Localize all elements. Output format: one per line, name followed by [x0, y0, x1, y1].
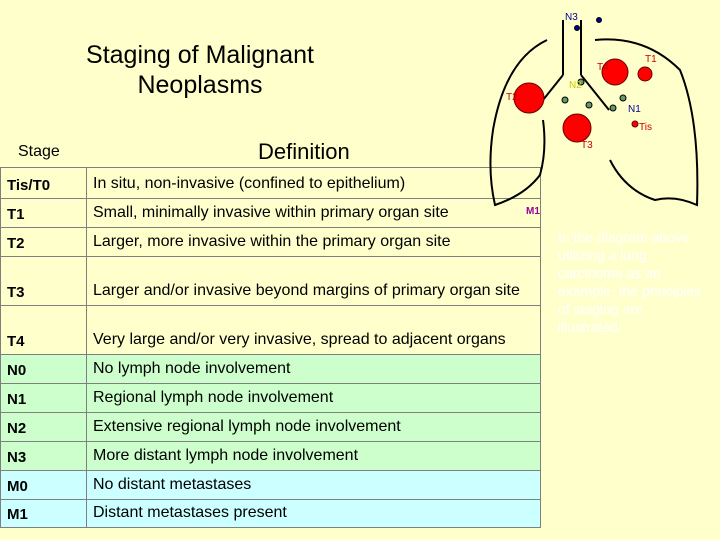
- definition-cell: Very large and/or very invasive, spread to adjacent organs: [87, 306, 541, 355]
- table-row: [1, 199, 541, 228]
- table-row: [1, 413, 541, 442]
- table-row: [1, 228, 541, 257]
- table-row: [1, 355, 541, 384]
- definition-cell: Larger, more invasive within the primary organ site: [87, 228, 541, 257]
- definition-cell: No lymph node involvement: [87, 355, 541, 384]
- stage-column-header: Stage: [18, 143, 60, 160]
- label-n2: N2: [569, 80, 582, 91]
- definition-column-header: Definition: [258, 139, 350, 164]
- table-row: [1, 168, 541, 199]
- stage-cell: N2: [1, 413, 87, 442]
- definition-cell: Small, minimally invasive within primary organ site: [87, 199, 541, 228]
- stage-cell: M0: [1, 471, 87, 500]
- stage-cell: T1: [1, 199, 87, 228]
- stage-cell: T4: [1, 306, 87, 355]
- label-tis: Tis: [639, 122, 652, 133]
- tumors: [514, 59, 652, 142]
- stage-cell: T2: [1, 228, 87, 257]
- definition-cell: In situ, non-invasive (confined to epithelium): [87, 168, 541, 199]
- table-row: [1, 442, 541, 471]
- label-t4: T4: [597, 62, 609, 73]
- tumor-t2: [514, 83, 544, 113]
- stage-cell: M1: [1, 500, 87, 528]
- tumor-t1: [638, 67, 652, 81]
- table-row: [1, 384, 541, 413]
- table-row: [1, 500, 541, 528]
- staging-table: [0, 167, 541, 528]
- table-row: [1, 306, 541, 355]
- definition-cell: More distant lymph node involvement: [87, 442, 541, 471]
- slide-title: [30, 40, 370, 100]
- definition-cell: Regional lymph node involvement: [87, 384, 541, 413]
- definition-cell: Larger and/or invasive beyond margins of primary organ site: [87, 257, 541, 306]
- label-n1: N1: [628, 104, 641, 115]
- table-row: [1, 257, 541, 306]
- title-line-1: Staging of Malignant: [86, 41, 314, 69]
- label-n3: N3: [565, 12, 578, 23]
- tumor-tis: [632, 121, 638, 127]
- definition-cell: Extensive regional lymph node involvement: [87, 413, 541, 442]
- label-m1: M1: [526, 206, 540, 217]
- stage-cell: N3: [1, 442, 87, 471]
- stage-cell: T3: [1, 257, 87, 306]
- stage-cell: Tis/T0: [1, 168, 87, 199]
- title-line-2: Neoplasms: [137, 71, 263, 99]
- label-t3: T3: [581, 140, 593, 151]
- stage-cell: N0: [1, 355, 87, 384]
- stage-cell: N1: [1, 384, 87, 413]
- definition-cell: No distant metastases: [87, 471, 541, 500]
- label-t2: T2: [506, 92, 518, 103]
- lung-outline: [490, 20, 697, 205]
- diagram-caption: In the diagram above utilizing a lung carcinoma as an example, the principles of staging are illustrated:: [558, 229, 702, 335]
- label-t1: T1: [645, 54, 657, 65]
- tumor-t3: [563, 114, 591, 142]
- table-row: [1, 471, 541, 500]
- lung-staging-diagram: [485, 0, 720, 225]
- definition-cell: Distant metastases present: [87, 500, 541, 528]
